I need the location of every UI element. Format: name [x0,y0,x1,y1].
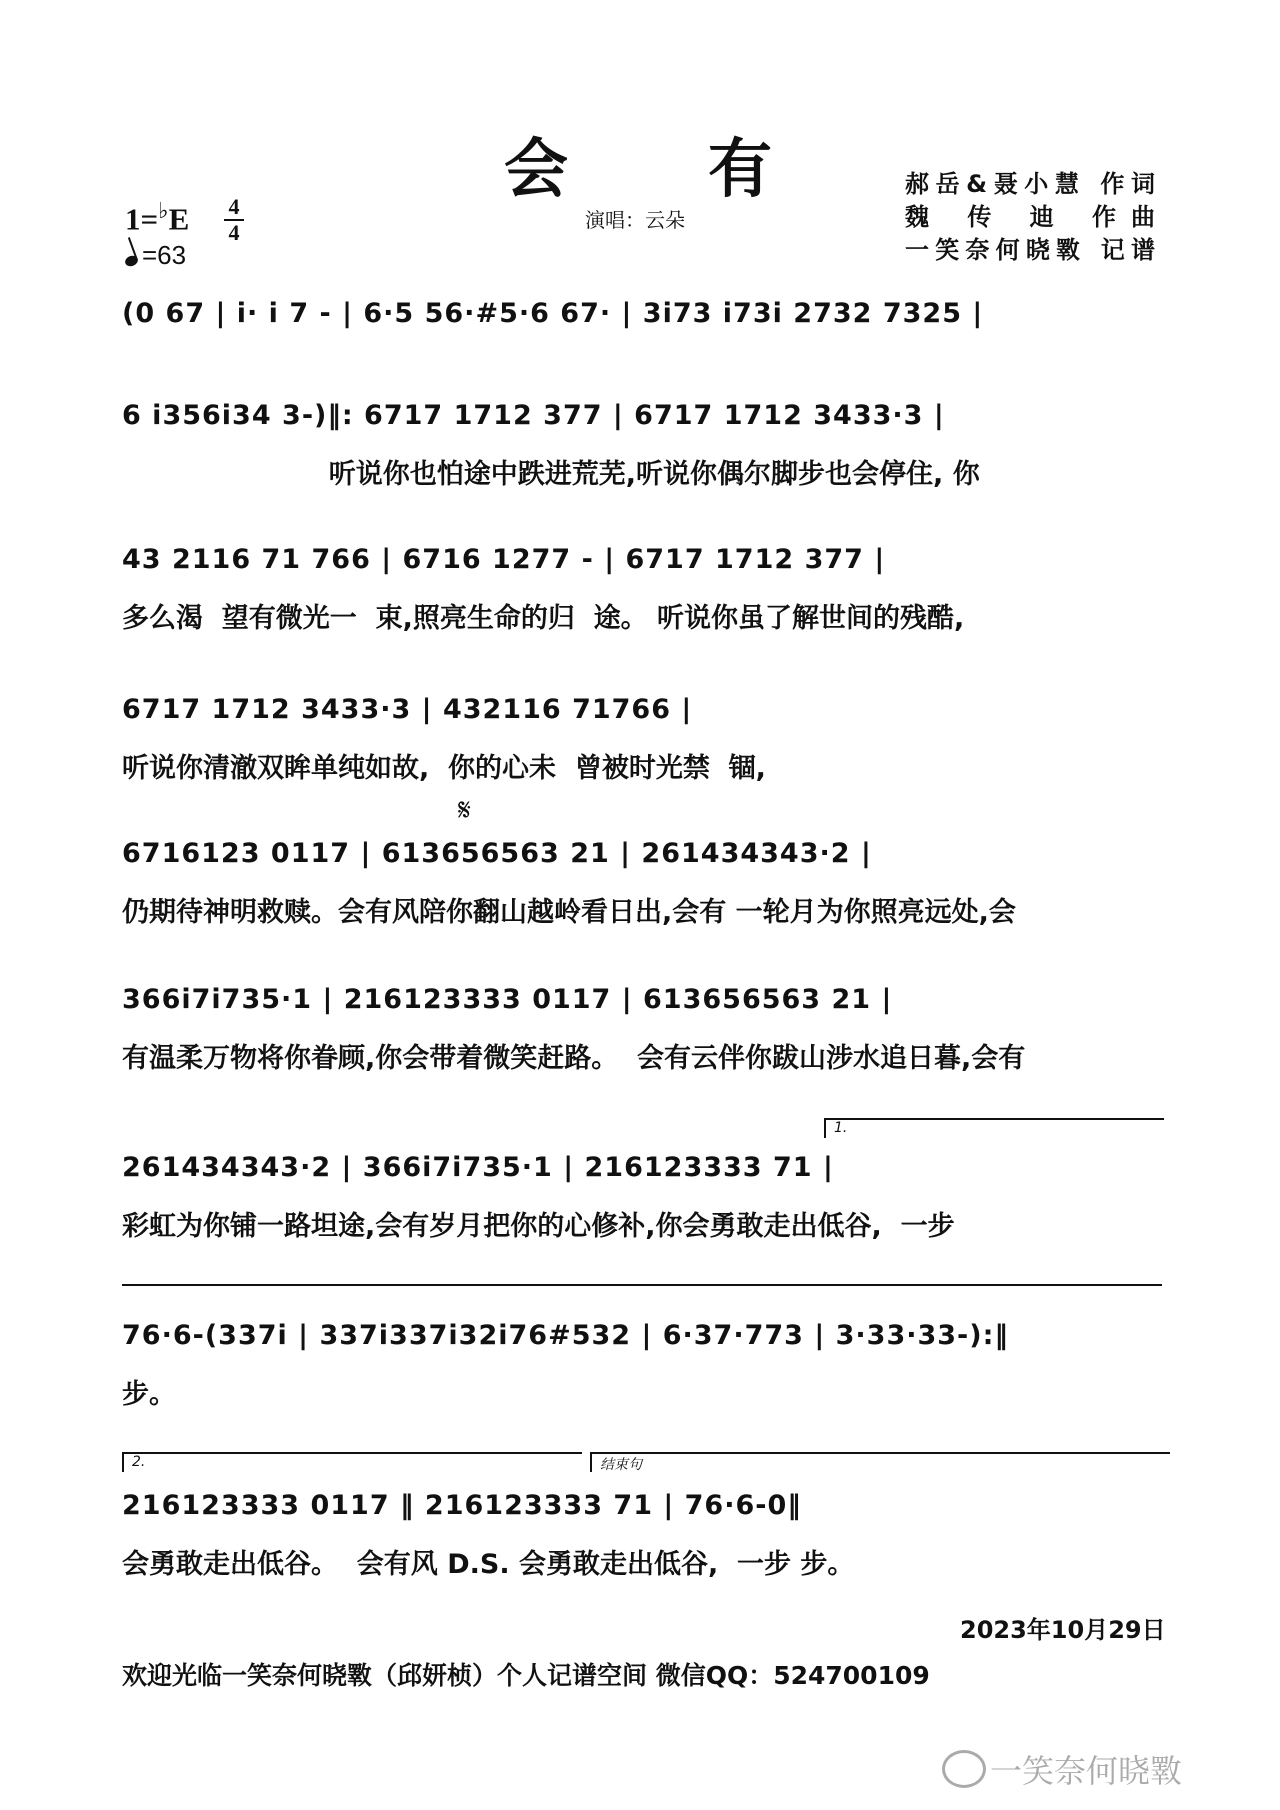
lyricist: 郝岳&聂小慧 作词 [905,170,1155,198]
ending-bracket [590,1452,1170,1472]
notes-line: 6 i356i34 3-)‖: 6717 1712 377 | 6717 1712 3433·3 | [122,400,945,431]
notator: 一笑奈何晓斁 记谱 [905,236,1155,264]
time-signature [224,196,244,244]
title-char-1: 会 [504,132,572,207]
lyrics-line: 多么渴 望有微光一 束,照亮生命的归 途。 听说你虽了解世间的残酷, [122,603,965,634]
title-char-2: 有 [708,132,776,207]
score-row-8 [122,1320,1162,1410]
lyrics-line: 听说你也怕途中跌进荒芜,听说你偶尔脚步也会停住, 你 [122,459,980,490]
lyrics-line: 会勇敢走出低谷。 会有风 D.S. 会勇敢走出低谷, 一步 步。 [122,1549,855,1580]
meter-top: 4 [228,194,240,219]
score-row-4 [122,694,1162,784]
lyrics-line: 仍期待神明救赎。会有风陪你翻山越岭看日出,会有 一轮月为你照亮远处,会 [122,897,1016,928]
volta-2-label: 2. [132,1454,146,1470]
score-row-5 [122,838,1162,928]
score-row-9 [122,1490,1162,1580]
score-row-2 [122,400,1162,490]
key-signature [125,198,189,237]
singer: 演唱：云朵 [585,208,685,232]
score-row-3 [122,544,1162,634]
notes-line: (0 67 | i· i 7 - | 6·5 56·#5·6 67· | 3i73 i73i 2732 7325 | [122,298,984,329]
notes-line: 6717 1712 3433·3 | 432116 71766 | [122,694,693,725]
lyrics-line: 彩虹为你铺一路坦途,会有岁月把你的心修补,你会勇敢走出低谷, 一步 [122,1211,955,1242]
lyrics-line: 有温柔万物将你眷顾,你会带着微笑赶路。 会有云伴你跋山涉水追日暮,会有 [122,1043,1026,1074]
footer-text: 欢迎光临一笑奈何晓斁（邱妍桢）个人记谱空间 微信QQ：524700109 [122,1661,930,1690]
flat-icon: ♭ [158,198,169,223]
volta-1 [824,1118,1164,1138]
meter-bottom: 4 [228,220,240,245]
score-row-6 [122,984,1162,1074]
notes-line: 76·6-(337i | 337i337i32i76#532 | 6·37·773 | 3·33·33-):‖ [122,1320,1009,1351]
volta-2 [122,1452,582,1472]
score-row-7 [122,1152,1162,1242]
credits [905,168,1155,267]
lyrics-line: 步。 [122,1379,176,1410]
key-note: E [168,201,190,237]
notes-line: 216123333 0117 ‖ 216123333 71 | 76·6-0‖ [122,1490,802,1521]
notes-line: 6716123 0117 | 613656563 21 | 261434343·2 | [122,838,872,869]
tempo-value: =63 [142,240,187,270]
score-row-1 [122,298,1162,376]
key-prefix: 1= [125,201,159,237]
wechat-icon [942,1750,986,1788]
quarter-note-icon [124,254,140,268]
notes-line: 366i7i735·1 | 216123333 0117 | 613656563 21 | [122,984,893,1015]
volta-1-continuation [122,1284,1162,1286]
date: 2023年10月29日 [960,1616,1166,1644]
volta-1-label: 1. [834,1120,848,1136]
segno-icon: 𝄋 [458,793,471,828]
notes-line: 43 2116 71 766 | 6716 1277 - | 6717 1712 377 | [122,544,886,575]
watermark: 一笑奈何晓斁 [990,1752,1183,1790]
notes-line: 261434343·2 | 366i7i735·1 | 216123333 71 | [122,1152,834,1183]
lyrics-line: 听说你清澈双眸单纯如故, 你的心未 曾被时光禁 锢, [122,753,766,784]
ending-label: 结束句 [600,1457,642,1473]
tempo-mark [125,240,186,271]
composer: 魏 传 迪 作曲 [905,203,1155,231]
